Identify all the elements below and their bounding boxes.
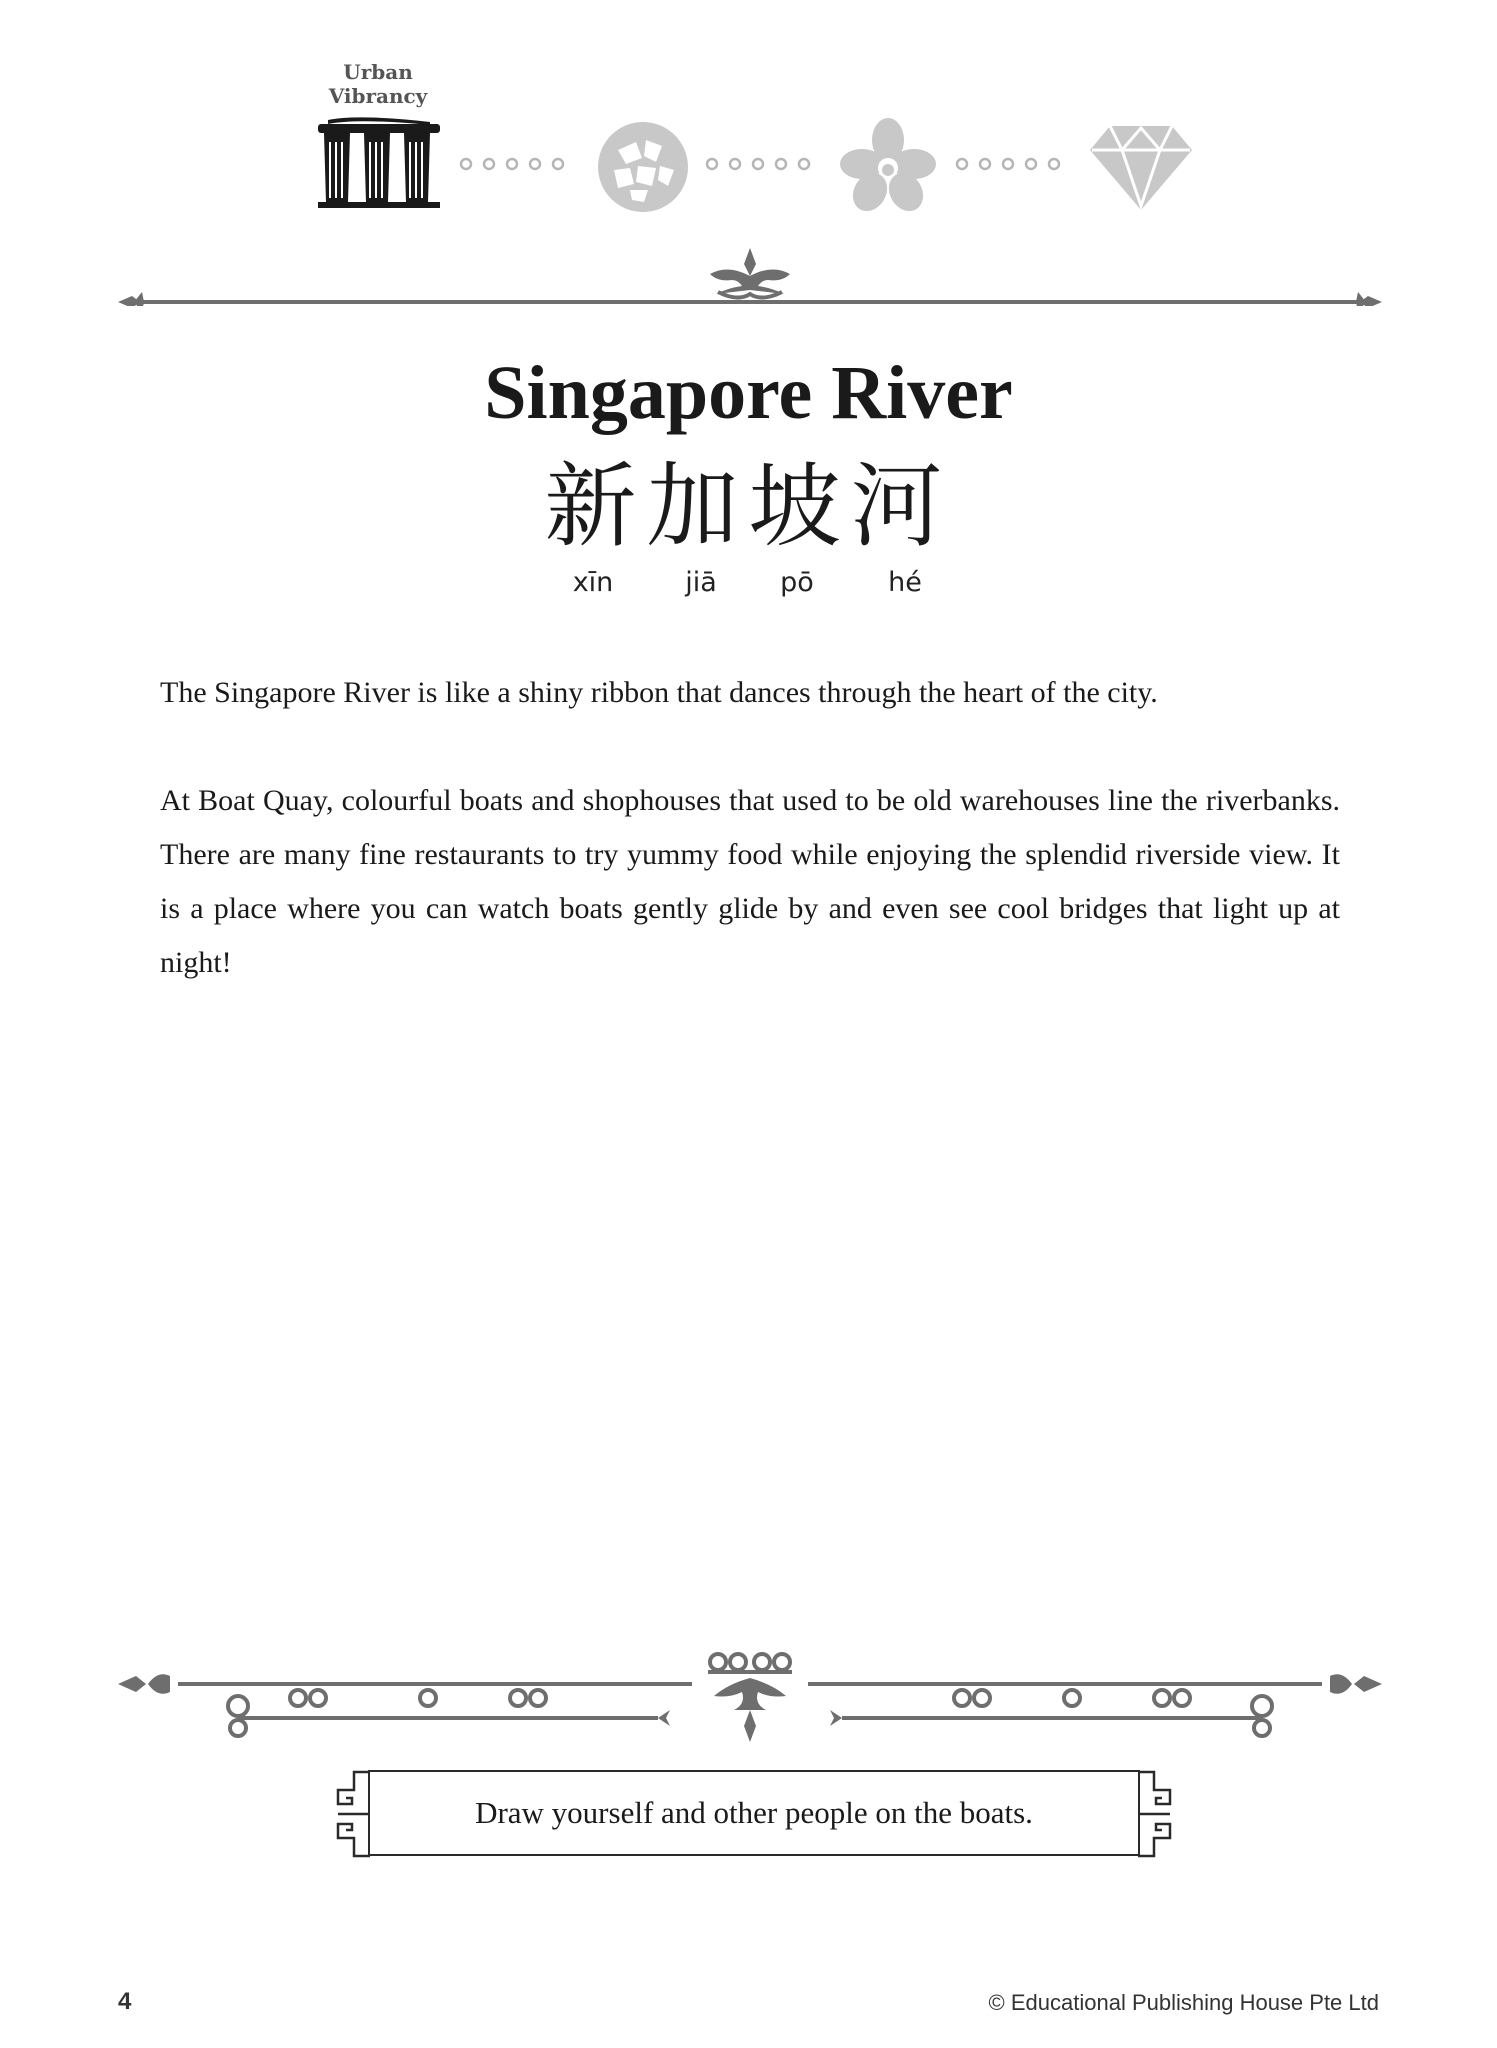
dot-separator [456, 156, 576, 172]
section-label [318, 60, 438, 108]
instruction-box [368, 1770, 1140, 1856]
dot-separator [952, 156, 1072, 172]
pinyin-syllable: hé [888, 567, 922, 598]
copyright-notice: © Educational Publishing House Pte Ltd [988, 1990, 1379, 2015]
section-label-line1: Urban [343, 60, 413, 84]
bottom-ornamental-divider [118, 1648, 1382, 1744]
page-number: 4 [118, 1988, 132, 2015]
dot-separator [702, 156, 822, 172]
body-paragraph: At Boat Quay, colourful boats and shophouses that used to be old warehouses line the riverbanks. There are many fine restaurants to try yummy food while enjoying the splendid riverside view. It is a place where you can watch boats gently glide by and even see cool bridges that light up at night! [160, 784, 1340, 979]
instruction-text: Draw yourself and other people on the boats. [475, 1795, 1033, 1830]
chinese-title: 新加坡河 [544, 453, 953, 560]
section-label-line2: Vibrancy [328, 84, 428, 108]
pinyin-syllable: jiā [685, 567, 717, 598]
fret-ornament-right [1134, 1768, 1174, 1860]
pinyin-syllable: pō [780, 567, 814, 598]
orchid-flower-icon [840, 118, 936, 214]
pinyin-syllable: xīn [572, 567, 614, 598]
pebbles-icon [596, 120, 690, 214]
top-ornamental-divider [118, 246, 1382, 306]
diamond-icon [1088, 122, 1194, 212]
marina-bay-sands-icon [318, 116, 440, 210]
page-title: Singapore River [484, 351, 1013, 435]
body-paragraph: The Singapore River is like a shiny ribbon that dances through the heart of the city. [160, 676, 1158, 709]
